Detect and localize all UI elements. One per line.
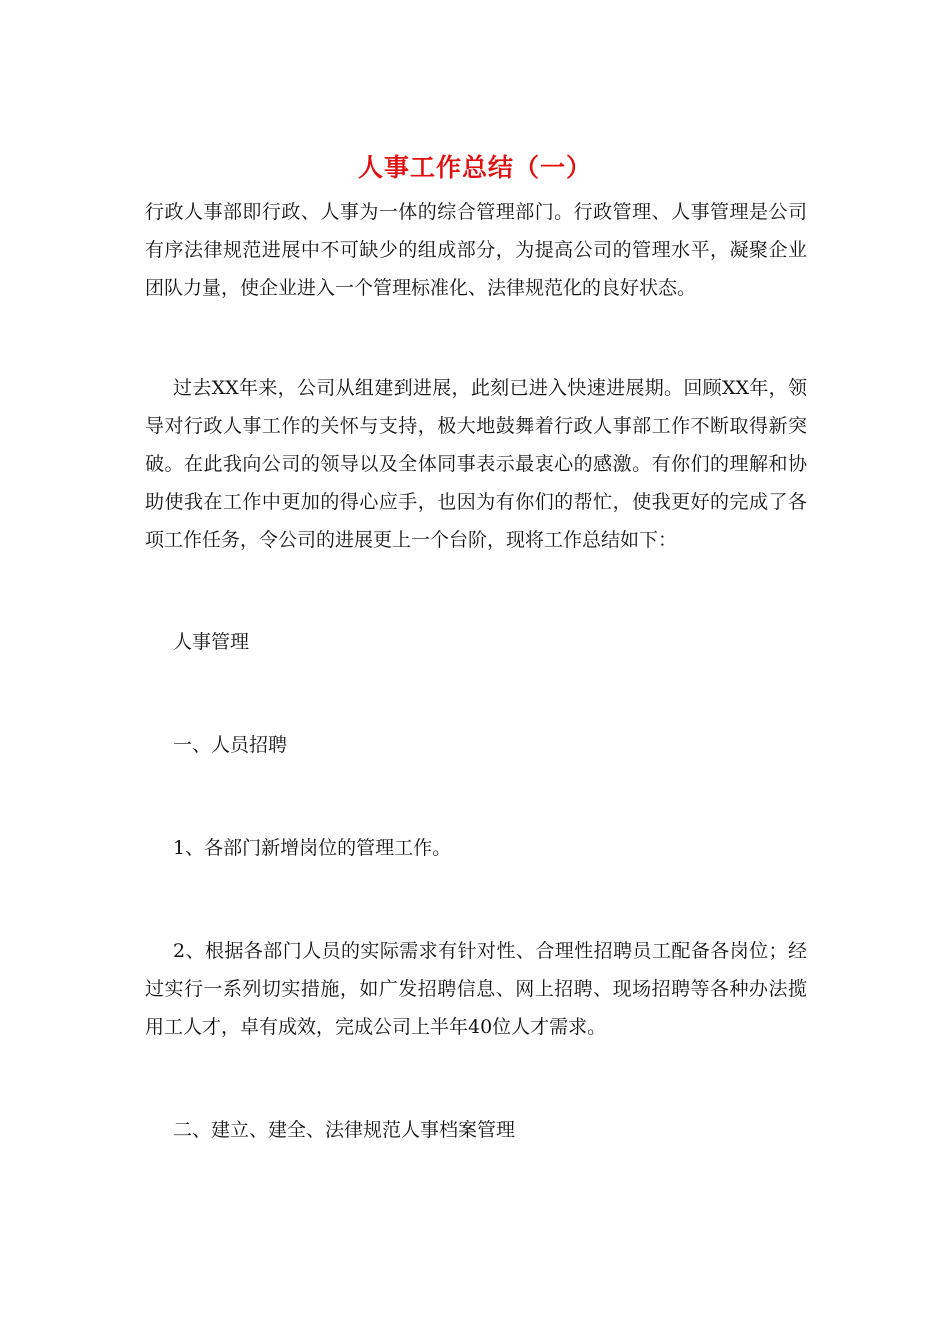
subsection-heading-archives: 二、建立、建全、法律规范人事档案管理 bbox=[173, 1119, 516, 1141]
document-title: 人事工作总结（一） bbox=[357, 153, 592, 182]
subsection-heading-recruitment: 一、人员招聘 bbox=[173, 734, 288, 756]
section-heading: 人事管理 bbox=[173, 631, 250, 653]
review-paragraph: 过去XX年来，公司从组建到进展，此刻已进入快速进展期。回顾XX年，领导对行政人事工作的关怀与支持，极大地鼓舞着行政人事部工作不断取得新突破。在此我向公司的领导以及全体同事表示最衷心的感激。有你们的理解和协助使我在工作中更加的得心应手，也因为有你们的帮忙，使我更好的完成了各项工作任务，令公司的进展更上一个台阶，现将工作总结如下： bbox=[145, 377, 807, 551]
list-item-1: 1、各部门新增岗位的管理工作。 bbox=[173, 837, 452, 859]
intro-paragraph: 行政人事部即行政、人事为一体的综合管理部门。行政管理、人事管理是公司有序法律规范进展中不可缺少的组成部分，为提高公司的管理水平，凝聚企业团队力量，使企业进入一个管理标准化、法律规范化的良好状态。 bbox=[145, 201, 807, 299]
list-item-2: 2、根据各部门人员的实际需求有针对性、合理性招聘员工配备各岗位；经过实行一系列切实措施，如广发招聘信息、网上招聘、现场招聘等各种办法揽用工人才，卓有成效，完成公司上半年40位人才需求。 bbox=[145, 940, 807, 1038]
